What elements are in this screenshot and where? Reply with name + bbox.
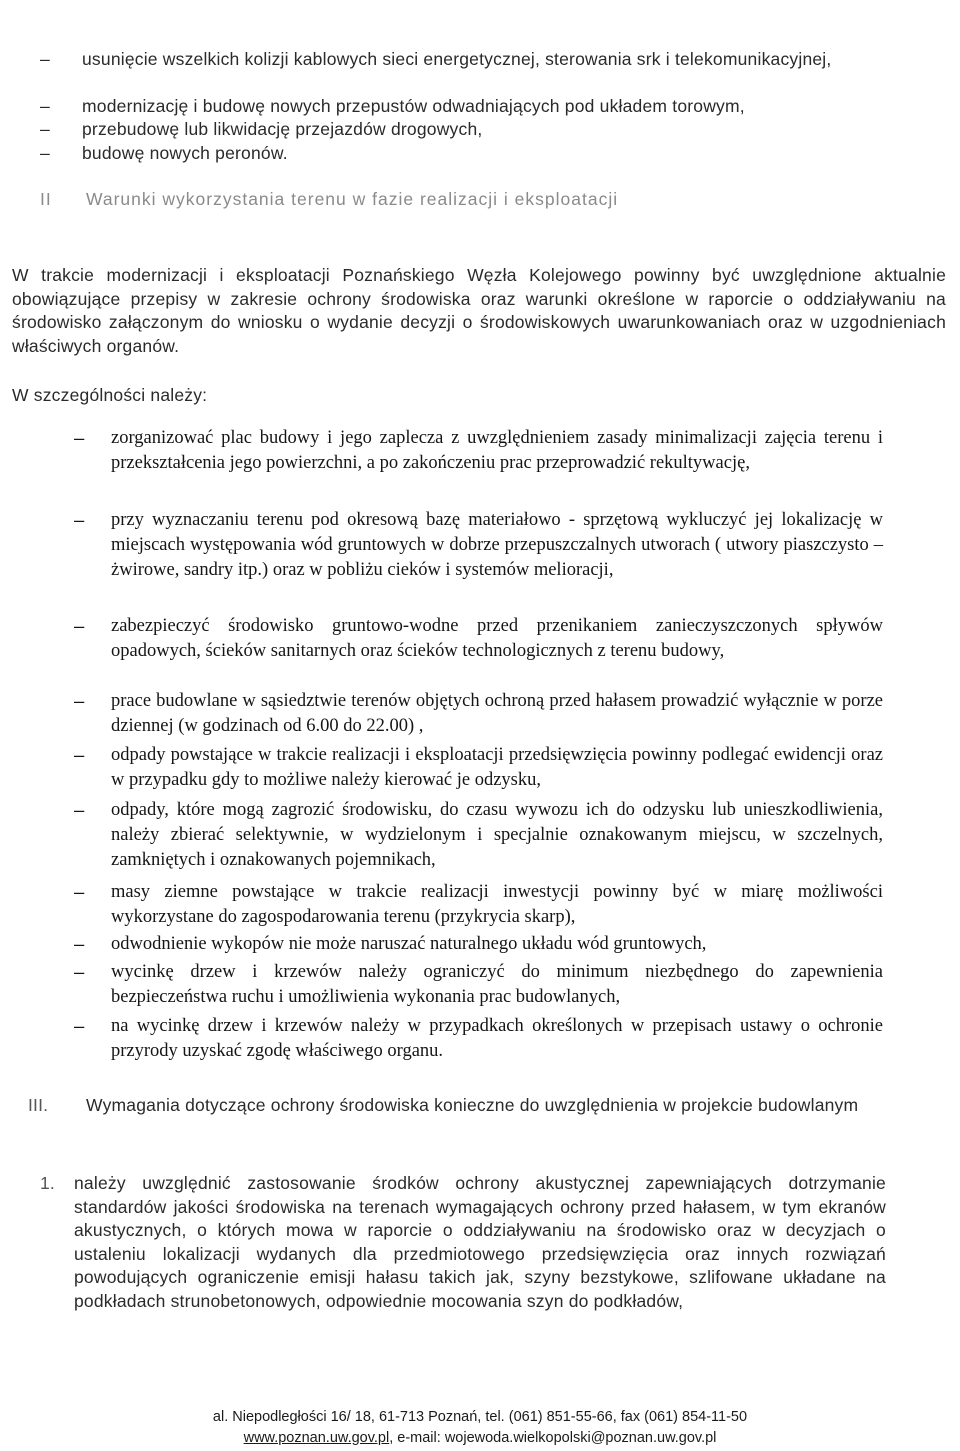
section-heading: Warunki wykorzystania terenu w fazie realizacji i eksploatacji bbox=[86, 189, 619, 209]
website-link[interactable]: www.poznan.uw.gov.pl bbox=[243, 1430, 390, 1446]
section-heading: Wymagania dotyczące ochrony środowiska konieczne do uwzględnienia w projekcie budowlanym bbox=[86, 1095, 859, 1115]
footer-contact bbox=[0, 1430, 960, 1446]
list-item: zabezpieczyć środowisko gruntowo-wodne przed przenikaniem zanieczyszczonych spływów opadowych, ścieków sanitarnych oraz ścieków technologicznych z terenu budowy, bbox=[111, 616, 883, 661]
lead-text: W szczególności należy: bbox=[12, 385, 208, 405]
list-item: na wycinkę drzew i krzewów należy w przypadkach określonych w przepisach ustawy o ochronie przyrody uzyskać zgodę właściwego organu. bbox=[111, 1016, 883, 1061]
list-dash: – bbox=[74, 509, 85, 530]
list-item: przy wyznaczaniu terenu pod okresową bazę materiałowo - sprzętową wykluczyć jej lokalizację w miejscach występowania wód gruntowych w dobrze przepuszczalnych utworach ( utwory piaszczysto – żwirowe, sandry itp.) oraz w pobliżu cieków i systemów melioracji, bbox=[111, 510, 883, 580]
list-item: modernizację i budowę nowych przepustów odwadniających pod układem torowym, bbox=[82, 96, 745, 116]
list-dash: – bbox=[74, 427, 85, 448]
list-dash: – bbox=[74, 1015, 85, 1036]
list-item: zorganizować plac budowy i jego zaplecza z uwzględnieniem zasady minimalizacji zajęcia terenu i przekształcenia jego powierzchni, a po zakończeniu prac przeprowadzić rekultywację, bbox=[111, 428, 883, 473]
list-dash: – bbox=[40, 49, 50, 69]
list-dash: – bbox=[40, 119, 50, 139]
list-item: odpady powstające w trakcie realizacji i eksploatacji przedsięwzięcia powinny podlegać ewidencji oraz w przypadku gdy to możliwe należy kierować je odzysku, bbox=[111, 745, 883, 790]
list-item: odwodnienie wykopów nie może naruszać naturalnego układu wód gruntowych, bbox=[111, 934, 707, 954]
list-dash: – bbox=[74, 744, 85, 765]
email-address[interactable]: wojewoda.wielkopolski@poznan.uw.gov.pl bbox=[444, 1430, 717, 1446]
list-item: budowę nowych peronów. bbox=[82, 143, 288, 163]
section-number: II bbox=[40, 189, 52, 209]
list-item: przebudowę lub likwidację przejazdów drogowych, bbox=[82, 119, 483, 139]
list-item: prace budowlane w sąsiedztwie terenów objętych ochroną przed hałasem prowadzić wyłącznie w porze dziennej (w godzinach od 6.00 do 22.00) , bbox=[111, 691, 883, 736]
list-dash: – bbox=[40, 96, 50, 116]
section-number: III. bbox=[28, 1095, 49, 1115]
intro-paragraph: W trakcie modernizacji i eksploatacji Poznańskiego Węzła Kolejowego powinny być uwzględnione aktualnie obowiązujące przepisy w zakresie ochrony środowiska oraz warunki określone w raporcie o oddziaływaniu na środowisko załączonym do wniosku o wydanie decyzji o środowiskowych uwarunkowaniach oraz w uzgodnieniach właściwych organów. bbox=[12, 265, 946, 356]
list-item: odpady, które mogą zagrozić środowisku, do czasu wywozu ich do odzysku lub unieszkodliwienia, należy zbierać selektywnie, w wydzielonym i specjalnie oznakowanym miejscu, w szczelnych, zamkniętych i oznakowanych pojemnikach, bbox=[111, 800, 883, 870]
list-dash: – bbox=[74, 799, 85, 820]
footer-address: al. Niepodległości 16/ 18, 61-713 Poznań, tel. (061) 851-55-66, fax (061) 854-11-50 bbox=[212, 1409, 748, 1425]
item-number: 1. bbox=[40, 1173, 55, 1193]
list-item: wycinkę drzew i krzewów należy ograniczyć do minimum niezbędnego do zapewnienia bezpieczeństwa ruchu i umożliwienia wykonania prac budowlanych, bbox=[111, 962, 883, 1007]
email-prefix: , e-mail: bbox=[389, 1430, 445, 1446]
list-item: masy ziemne powstające w trakcie realizacji inwestycji powinny być w miarę możliwości wykorzystane do zagospodarowania terenu (przykrycia skarp), bbox=[111, 882, 883, 927]
list-dash: – bbox=[74, 933, 85, 954]
item-text: należy uwzględnić zastosowanie środków ochrony akustycznej zapewniających dotrzymanie standardów jakości środowiska na terenach wymagających ochrony przed hałasem, w tym ekranów akustycznych, o których mowa w raporcie o oddziaływaniu na środowisko oraz w decyzjach o ustaleniu lokalizacji wydanych dla przedmiotowego przedsięwzięcia oraz innych rozwiązań powodujących ograniczenie emisji hałasu takich jak, szyny bezstykowe, szlifowane układane na podkładach strunobetonowych, odpowiednie mocowania szyn do podkładów, bbox=[74, 1173, 886, 1311]
list-dash: – bbox=[40, 143, 50, 163]
list-item: usunięcie wszelkich kolizji kablowych sieci energetycznej, sterowania srk i telekomunikacyjnej, bbox=[82, 49, 832, 69]
list-dash: – bbox=[74, 881, 85, 902]
list-dash: – bbox=[74, 615, 85, 636]
list-dash: – bbox=[74, 690, 85, 711]
list-dash: – bbox=[74, 961, 85, 982]
